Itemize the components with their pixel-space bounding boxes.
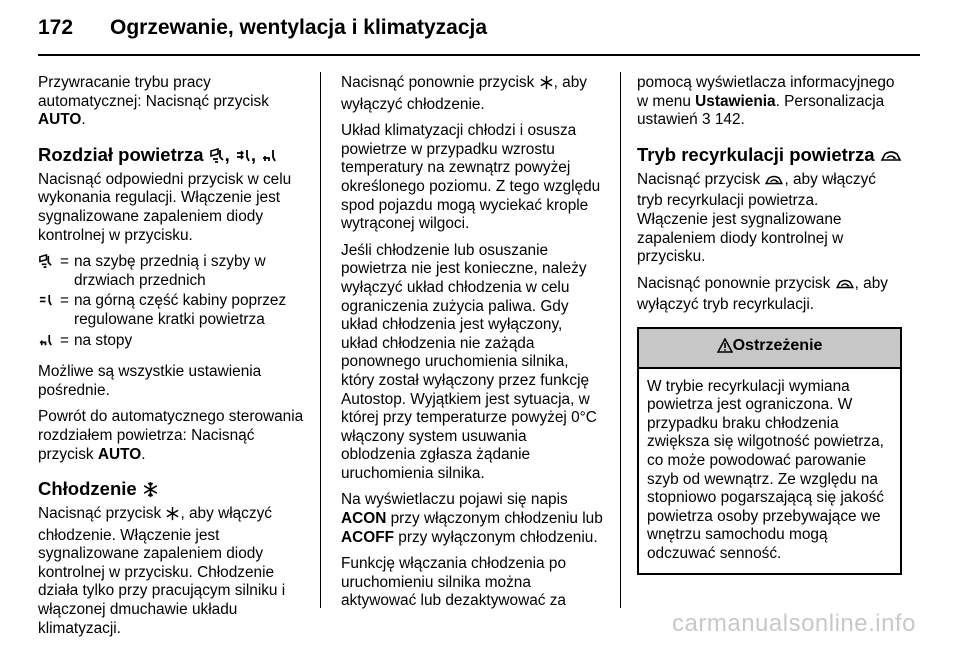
cooling-heading: Chłodzenie — [38, 478, 306, 503]
recirculation-car-icon — [880, 147, 902, 169]
cooling-off-paragraph: Nacisnąć ponownie przycisk , aby wyłączyć chłodzenie. — [341, 74, 587, 113]
chapter-title: Ogrzewanie, wentylacja i klimatyzacja — [110, 16, 488, 39]
snowflake-icon — [165, 506, 180, 527]
page-number: 172 — [38, 16, 74, 39]
warning-header — [639, 329, 900, 369]
page-reference[interactable]: 3 142. — [702, 111, 745, 129]
legend-text: na górną część kabiny poprzez regulowane kratki powietrza — [74, 292, 287, 328]
warning-box — [637, 327, 902, 576]
recirculation-car-icon — [764, 173, 784, 193]
column-divider-1 — [320, 72, 321, 608]
display-status-paragraph: Na wyświetlaczu pojawi się napis ACON przy włączonym chłodzeniu lub ACOFF przy wyłączonym chłodzeniu. — [341, 491, 603, 546]
snowflake-icon — [539, 75, 554, 96]
legend-row-windshield: = na szybę przednią i szyby w drzwiach przednich — [38, 253, 306, 290]
auto-button-label: AUTO — [38, 111, 82, 129]
windshield-distribution-icon — [209, 147, 225, 169]
settings-menu-paragraph: pomocą wyświetlacza informacyjnego w menu Ustawienia. Personalizacja ustawień 3 142. — [637, 74, 895, 129]
recirculation-off-paragraph: Nacisnąć ponownie przycisk , aby wyłączyć tryb recyrkulacji. — [637, 274, 888, 314]
recirculation-car-icon — [835, 277, 855, 297]
fuel-saving-paragraph: Jeśli chłodzenie lub osuszanie powietrza nie jest konieczne, należy wyłączyć układ chłodzenia w celu ograniczenia zużycia paliwa. Gdy układ chłodzenia jest wyłączony, układ chłodzenia nie zażąda ponownego uruchomienia silnika, który został wyłączony przez funkcję Autostop. Wyjątkiem jest sytuacja, w której przy temperaturze powyżej 0°C włączony system usuwania oblodzenia zgłasza żądanie uruchomienia silnika. — [341, 241, 597, 482]
warning-triangle-icon — [717, 338, 733, 359]
warning-title: Ostrzeżenie — [732, 336, 823, 354]
column-1 — [38, 74, 306, 646]
air-distribution-instructions: Nacisnąć odpowiedni przycisk w celu wykonania regulacji. Włączenie jest sygnalizowane zapaleniem diody kontrolnej w przycisku. — [38, 170, 292, 244]
footwell-vent-icon — [38, 333, 53, 354]
air-distribution-heading: Rozdział powietrza , , — [38, 144, 306, 169]
recirculation-on-paragraph: Nacisnąć przycisk , aby włączyć tryb recyrkulacji powietrza. Włączenie jest sygnalizowane zapaleniem diody kontrolnej w przycisku. — [637, 170, 876, 266]
legend-row-face: = na górną część kabiny poprzez regulowane kratki powietrza — [38, 292, 306, 329]
watermark: carmanualsonline.info — [672, 610, 916, 637]
face-vent-icon — [235, 147, 251, 169]
auto-restore-paragraph: Przywracanie trybu pracy automatycznej: Nacisnąć przycisk AUTO. — [38, 74, 269, 129]
page-header — [38, 16, 920, 56]
warning-text: W trybie recyrkulacji wymiana powietrza jest ograniczona. W przypadku braku chłodzenia zwiększa się wilgotność powietrza, co może powodować parowanie szyb od wewnątrz. Ze względu na stopniowo pogarszającą się jakość powietrza osoby przebywające we wnętrzu samochodu mogą odczuwać senność. — [647, 377, 884, 562]
face-vent-icon — [38, 293, 53, 314]
auto-distribution-paragraph: Powrót do automatycznego sterowania rozdziałem powietrza: Nacisnąć przycisk AUTO. — [38, 408, 304, 463]
legend-text: na stopy — [74, 331, 133, 349]
air-distribution-legend — [38, 253, 306, 353]
header-rule — [38, 54, 920, 56]
legend-text: na szybę przednią i szyby w drzwiach przednich — [74, 253, 266, 289]
intermediate-settings-paragraph: Możliwe są wszystkie ustawienia pośrednie. — [38, 363, 262, 399]
dehumidify-paragraph: Układ klimatyzacji chłodzi i osusza powietrze w przypadku wzrostu temperatury na zewnątrz powyżej określonego poziomu. Z tego względu spod pojazdu mogą wyciekać krople wytrąconej wilgoci. — [341, 122, 601, 233]
footwell-vent-icon — [261, 147, 277, 169]
column-divider-2 — [620, 72, 621, 608]
cooling-instructions: Nacisnąć przycisk , aby włączyć chłodzenie. Włączenie jest sygnalizowane zapaleniem diody kontrolnej w przycisku. Chłodzenie działa tylko przy pracującym silniku i włączonej dmuchawie układu klimatyzacji. — [38, 505, 286, 637]
snowflake-icon — [142, 481, 159, 503]
acon-label: ACON — [341, 510, 387, 528]
recirculation-heading: Tryb recyrkulacji powietrza — [637, 144, 902, 169]
acoff-label: ACOFF — [341, 528, 395, 546]
cooling-activation-paragraph: Funkcję włączania chłodzenia po uruchomieniu silnika można aktywować lub dezaktywować za — [341, 555, 567, 610]
windshield-distribution-icon — [38, 254, 53, 275]
column-3 — [637, 74, 902, 575]
settings-menu-label: Ustawienia — [695, 92, 776, 110]
legend-row-footwell: = na stopy — [38, 332, 306, 354]
auto-button-label: AUTO — [97, 445, 142, 463]
column-2 — [341, 74, 603, 619]
